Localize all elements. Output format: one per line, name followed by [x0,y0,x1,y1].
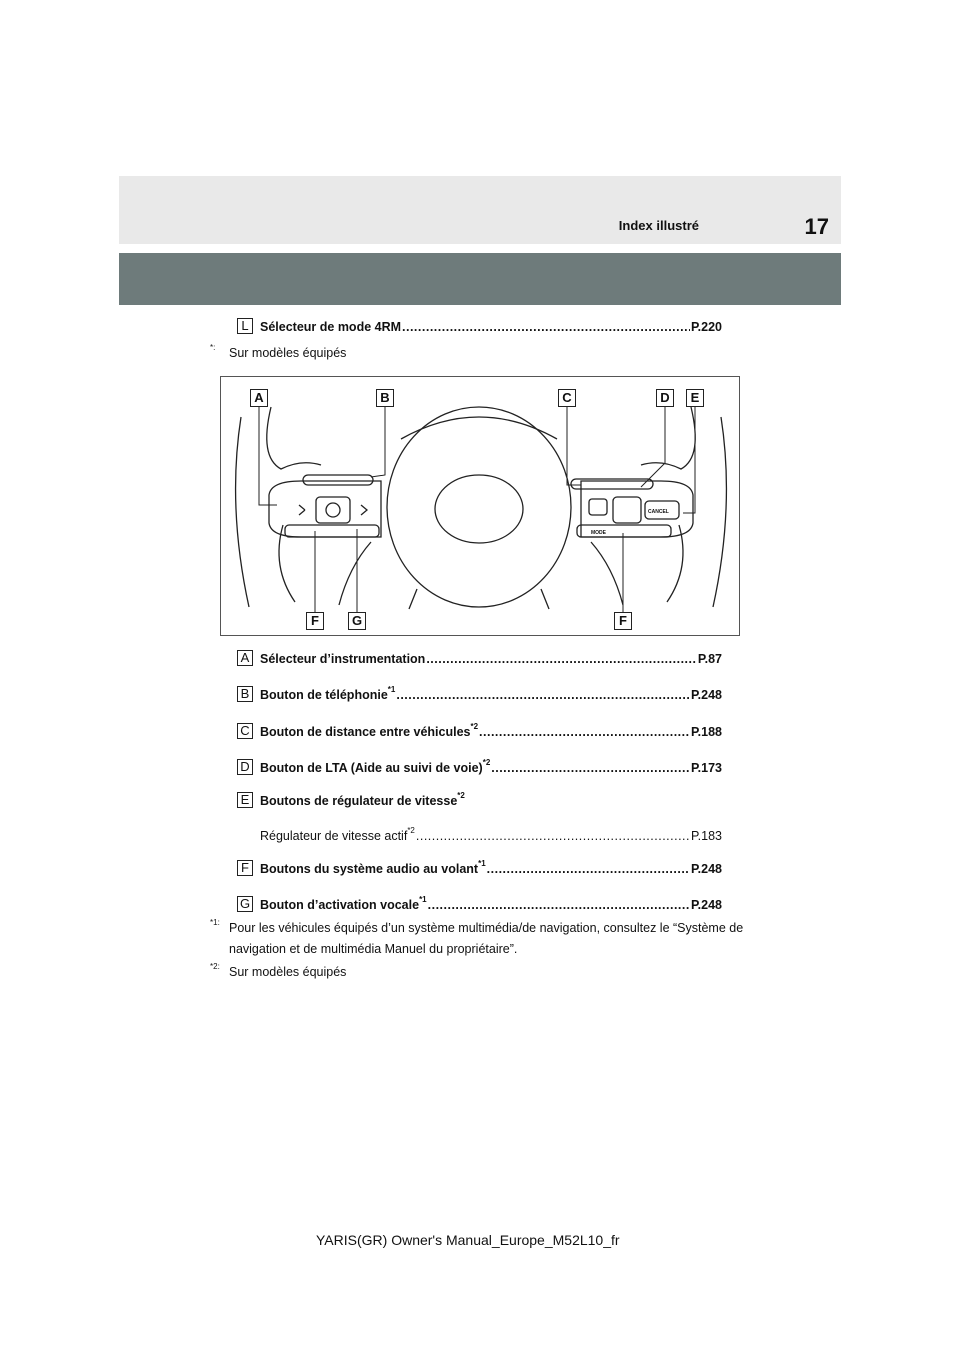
steering-wheel-drawing [221,377,741,637]
footnote-star [210,343,750,364]
entry-footnote-ref: *2 [407,825,415,835]
callout-g: G [348,612,366,630]
entry-label: Sélecteur de mode 4RM [260,320,402,334]
index-subentry-active-cruise [260,825,722,843]
entry-label: Bouton de LTA (Aide au suivi de voie)$^{*2}$ [260,757,491,775]
entry-label: Boutons de régulateur de vitesse$^{*2}$ [260,790,465,808]
steering-wheel-illustration [220,376,740,636]
entry-footnote-ref: *1 [419,894,427,904]
entry-page-link[interactable]: P.248 [690,688,722,702]
dot-leader [428,898,690,912]
index-entry-g [237,894,722,912]
callout-f-left: F [306,612,324,630]
dot-leader [479,725,690,739]
entry-page-link[interactable]: P.188 [690,725,722,739]
entry-badge: G [237,896,253,912]
entry-badge: B [237,686,253,702]
page-header [119,176,841,244]
footnote-2 [210,962,750,983]
entry-badge: F [237,860,253,876]
footnote-text: Pour les véhicules équipés d’un système multimédia/de navigation, consultez le “Système de navigation et de multimédia Manuel du propriétaire”. [229,921,744,956]
entry-page-link[interactable]: P.248 [690,862,722,876]
index-entry-d [237,757,722,775]
entry-badge: A [237,650,253,666]
footnote-mark: *2: [210,961,220,971]
dot-leader [487,862,690,876]
callout-f-right: F [614,612,632,630]
entry-badge: D [237,759,253,775]
footnote-mark: *: [210,342,216,352]
index-entry-e [237,790,465,808]
entry-label: Boutons du système audio au volant$^{*1}$ [260,858,486,876]
mode-button-text: MODE [591,530,606,536]
entry-footnote-ref: *1 [387,684,396,694]
callout-b: B [376,389,394,407]
entry-label: Sélecteur d’instrumentation [260,652,426,666]
index-entry-c [237,721,722,739]
dot-leader [402,320,690,334]
entry-footnote-ref: *2 [470,721,479,731]
entry-label: Régulateur de vitesse actif$^{*2}$ [260,825,415,843]
entry-label: Bouton de téléphonie$^{*1}$ [260,684,396,702]
page-footer: YARIS(GR) Owner's Manual_Europe_M52L10_fr [316,1232,620,1248]
index-entry-f [237,858,722,876]
callout-d: D [656,389,674,407]
entry-badge: E [237,792,253,808]
dot-leader [416,829,690,843]
dot-leader [396,688,690,702]
entry-footnote-ref: *2 [482,757,491,767]
entry-footnote-ref: *1 [478,858,486,868]
entry-page-link[interactable]: P.220 [690,320,722,334]
callout-e: E [686,389,704,407]
footnote-text: Sur modèles équipés [229,965,347,979]
index-entry-l [237,316,722,334]
section-banner [119,253,841,305]
section-title: Index illustré [618,218,699,233]
entry-label: Bouton de distance entre véhicules$^{*2}$ [260,721,479,739]
page-number: 17 [804,214,829,239]
footnote-mark: *1: [210,917,220,927]
entry-page-link[interactable]: P.87 [697,652,722,666]
footnote-text: Sur modèles équipés [229,346,347,360]
entry-page-link[interactable]: P.173 [690,761,722,775]
index-entry-a [237,648,722,666]
callout-a: A [250,389,268,407]
entry-page-link[interactable]: P.248 [690,898,722,912]
entry-badge: L [237,318,253,334]
entry-page-link[interactable]: P.183 [690,829,722,843]
dot-leader [491,761,690,775]
callout-c: C [558,389,576,407]
footnote-1 [210,918,750,960]
entry-footnote-ref: *2 [457,790,465,800]
index-entry-b [237,684,722,702]
dot-leader [426,652,697,666]
entry-badge: C [237,723,253,739]
entry-label: Bouton d’activation vocale$^{*1}$ [260,894,427,912]
cancel-button-text: CANCEL [648,509,669,515]
